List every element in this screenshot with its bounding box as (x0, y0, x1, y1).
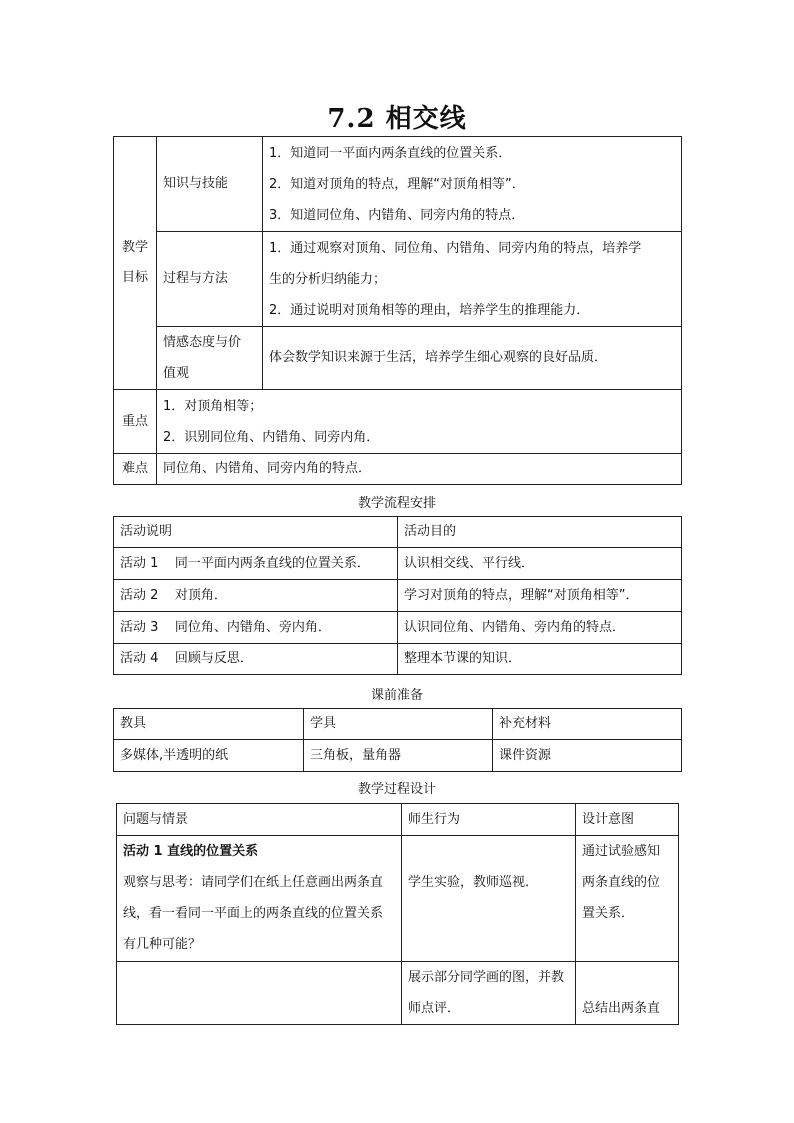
scenario-cell (117, 836, 402, 962)
process-header: 设计意图 (576, 804, 679, 836)
flow-purpose: 认识同位角、内错角、旁内角的特点． (398, 612, 682, 644)
scenario-line: 有几种可能？ (123, 937, 202, 952)
objectives-label: 教学目标 (121, 240, 148, 285)
flow-activity: 活动 1 同一平面内两条直线的位置关系． (114, 548, 398, 580)
scenario-line: 观察与思考：请同学们在纸上任意画出两条直 (123, 875, 384, 890)
prep-value: 多媒体,半透明的纸 (114, 740, 304, 772)
prep-table (113, 708, 682, 772)
teacher-action-line: 展示部分同学画的图，并教 (408, 970, 565, 985)
prep-header: 补充材料 (493, 709, 682, 740)
process-item: 2．通过说明对顶角相等的理由，培养学生的推理能力． (269, 302, 590, 318)
key-point-item: 2．识别同位角、内错角、同旁内角． (163, 429, 380, 445)
intent-cell (576, 962, 679, 1025)
scenario-cell-empty (117, 962, 402, 1025)
flow-activity: 活动 3 同位角、内错角、旁内角． (114, 612, 398, 644)
knowledge-item: 3．知道同位角、内错角、同旁内角的特点． (269, 207, 525, 223)
flow-activity: 活动 4 回顾与反思． (114, 644, 398, 675)
prep-value: 课件资源 (493, 740, 682, 772)
intent-cell (576, 836, 679, 962)
knowledge-item: 2．知道对顶角的特点，理解“对顶角相等”． (269, 176, 525, 192)
keypoints-table (113, 389, 682, 485)
activity-heading: 活动 1 直线的位置关系 (123, 844, 259, 859)
flow-purpose: 认识相交线、平行线． (398, 548, 682, 580)
process-header: 问题与情景 (117, 804, 402, 836)
teacher-action-line: 师点评． (408, 1001, 461, 1016)
process-design-section-title: 教学过程设计 (357, 782, 436, 797)
process-item: 1．通过观察对顶角、同位角、内错角、同旁内角的特点，培养学 (269, 240, 642, 256)
teacher-action-cell (402, 836, 576, 962)
objectives-label-cell (114, 137, 157, 390)
intent-line: 两条直线的位 (582, 875, 661, 890)
intent-line: 总结出两条直 (582, 1001, 661, 1016)
flow-activity: 活动 2 对顶角． (114, 580, 398, 612)
attitude-label-line: 值观 (163, 366, 190, 381)
key-points-items (157, 390, 682, 454)
prep-section-title: 课前准备 (370, 688, 423, 703)
flow-purpose: 整理本节课的知识． (398, 644, 682, 675)
prep-header: 学具 (304, 709, 493, 740)
difficulty-label: 难点 (114, 454, 157, 485)
flow-header: 活动目的 (398, 517, 682, 548)
objectives-table (113, 136, 682, 390)
attitude-text: 体会数学知识来源于生活，培养学生细心观察的良好品质． (263, 327, 682, 390)
flow-purpose: 学习对顶角的特点，理解“对顶角相等”． (398, 580, 682, 612)
prep-header: 教具 (114, 709, 304, 740)
knowledge-item: 1．知道同一平面内两条直线的位置关系． (269, 145, 512, 161)
attitude-label (157, 327, 263, 390)
knowledge-items (263, 137, 682, 232)
attitude-label-line: 情感态度与价 (163, 335, 242, 350)
flow-header: 活动说明 (114, 517, 398, 548)
knowledge-label: 知识与技能 (157, 137, 263, 232)
key-points-label: 重点 (114, 390, 157, 454)
flow-section-title: 教学流程安排 (357, 496, 436, 511)
key-point-item: 1．对顶角相等； (163, 398, 263, 414)
page-title: 7.2 相交线 (327, 104, 467, 134)
process-item: 生的分析归纳能力； (269, 271, 387, 287)
scenario-line: 线，看一看同一平面上的两条直线的位置关系 (123, 906, 384, 921)
prep-value: 三角板，量角器 (304, 740, 493, 772)
difficulty-text: 同位角、内错角、同旁内角的特点． (157, 454, 682, 485)
teacher-action: 学生实验，教师巡视． (408, 875, 539, 890)
process-items (263, 232, 682, 327)
intent-line: 通过试验感知 (582, 844, 661, 859)
process-header: 师生行为 (402, 804, 576, 836)
process-label: 过程与方法 (157, 232, 263, 327)
process-design-table (116, 803, 679, 1025)
flow-table (113, 516, 682, 675)
teacher-action-cell (402, 962, 576, 1025)
intent-line: 置关系． (582, 906, 635, 921)
